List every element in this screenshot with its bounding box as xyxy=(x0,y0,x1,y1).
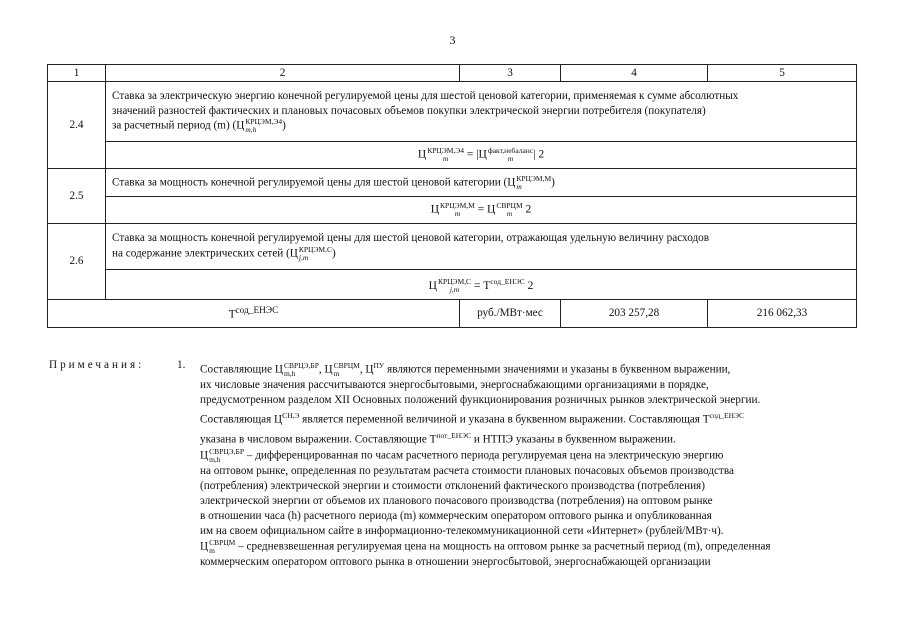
superscript: КРЦЭМ,М xyxy=(440,201,475,210)
note-line: (потребления) электрической энергии и стоимости отклонений фактического производства (потребления) xyxy=(200,480,705,493)
text-part: на содержание электрических сетей (Ц xyxy=(112,247,298,260)
table-row-2-4-formula xyxy=(48,142,857,169)
note-line: на оптовом рынке, определенная по результатам расчета стоимости плановых почасовых объемов производства xyxy=(200,465,734,477)
tariff-name xyxy=(48,300,460,328)
row-description-line-1: Ставка за мощность конечной регулируемой цены для шестой ценовой категории, отражающая удельную величину расходов xyxy=(112,232,710,245)
row-description-line-2: значений разностей фактических и плановых почасовых объемов покупки электрической энергии потребителя (покупателя) xyxy=(112,104,706,117)
tariff-symbol: Т xyxy=(228,309,236,322)
superscript: СВРЦМ xyxy=(496,201,523,210)
subscript: m xyxy=(333,369,340,379)
row-number: 2.6 xyxy=(48,224,106,300)
note-line xyxy=(200,408,850,428)
subscript: m,h xyxy=(209,455,221,464)
text-part: – дифференцированная по часам расчетного периода регулируемая цена на электрическую энергию xyxy=(244,449,724,462)
text-part: является переменной величиной и указана в буквенном выражении. Составляющая Т xyxy=(299,414,710,427)
header-col-1: 1 xyxy=(48,65,106,82)
text-part: Ц xyxy=(200,541,209,554)
formula-symbol: Ц xyxy=(417,148,427,161)
text-part: ) xyxy=(551,176,555,189)
table-row-2-5-formula xyxy=(48,197,857,224)
subscript: j,m xyxy=(298,252,309,262)
text-part: Составляющая Ц xyxy=(200,414,283,427)
formula-end: 2 xyxy=(524,279,534,292)
formula-equals: = |Ц xyxy=(464,148,487,161)
superscript: КРЦЭМ,М xyxy=(516,173,552,183)
superscript: СВРЦМ xyxy=(333,361,360,371)
table-row-2-6 xyxy=(48,224,857,270)
subscript: j,m xyxy=(449,285,460,295)
formula-end: 2 xyxy=(522,203,532,216)
row-description-line-2 xyxy=(112,246,850,262)
superscript: КРЦЭМ,С xyxy=(437,277,472,287)
tariff-unit: руб./МВт·мес xyxy=(460,300,561,328)
formula-equals: = Т xyxy=(471,279,491,292)
tariff-value-col-5: 216 062,33 xyxy=(708,300,857,328)
text-part: ) xyxy=(331,247,336,260)
superscript: СН,Э xyxy=(282,411,300,421)
superscript: пот_ЕНЭС xyxy=(436,431,472,441)
text-part: Ставка за мощность конечной регулируемой цены для шестой ценовой категории (Ц xyxy=(112,176,516,189)
subscript: m xyxy=(209,546,215,556)
text-part: Составляющие Ц xyxy=(200,363,283,376)
row-description xyxy=(106,169,857,197)
subscript: m xyxy=(454,209,461,218)
formula-symbol: Ц xyxy=(430,203,440,216)
superscript: факт,небаланс xyxy=(487,146,534,155)
text-part: – средневзвешенная регулируемая цена на мощность на оптовом рынке за расчетный период (m), определенная xyxy=(235,541,771,554)
notes-label: Примечания: xyxy=(49,359,145,371)
text-part: ) xyxy=(282,119,286,132)
row-description-line-1: Ставка за электрическую энергию конечной регулируемой цены для шестой ценовой категории, применяемая к сумме абсолютных xyxy=(112,90,739,102)
superscript: КРЦЭМ,Э4 xyxy=(245,117,283,126)
formula-symbol: Ц xyxy=(428,279,437,292)
subscript: m,h xyxy=(245,125,257,134)
table-row-2-6-formula xyxy=(48,270,857,300)
text-part: , Ц xyxy=(359,363,374,376)
row-number: 2.4 xyxy=(48,82,106,169)
header-col-3: 3 xyxy=(460,65,561,82)
formula xyxy=(106,270,857,300)
header-col-2: 2 xyxy=(106,65,460,82)
note-line xyxy=(200,428,850,448)
superscript: СВРЦЭ,БР xyxy=(209,447,244,456)
page-number: 3 xyxy=(449,33,456,47)
text-part: за расчетный период (m) (Ц xyxy=(112,119,245,132)
superscript: сод_ЕНЭС xyxy=(709,411,744,421)
row-description xyxy=(106,82,857,142)
header-col-4: 4 xyxy=(561,65,708,82)
superscript: СВРЦЭ,БР xyxy=(283,361,319,371)
row-description-line-3 xyxy=(112,118,850,134)
superscript: КРЦЭМ,С xyxy=(298,244,332,254)
subscript: m xyxy=(506,209,513,218)
table-header-row xyxy=(48,65,857,82)
subscript: m xyxy=(507,154,514,163)
subscript: m xyxy=(442,154,449,163)
formula xyxy=(106,197,857,224)
formula xyxy=(106,142,857,169)
superscript: сод_ЕНЭС xyxy=(490,276,525,286)
formula-equals: = Ц xyxy=(474,203,496,216)
note-line xyxy=(200,358,850,378)
text-part: и НТПЭ указаны в буквенном выражении. xyxy=(471,433,676,446)
note-line: их числовые значения рассчитываются энергосбытовыми, энергоснабжающими организациями в порядке, xyxy=(200,379,709,392)
note-number: 1. xyxy=(177,359,186,371)
row-description xyxy=(106,224,857,270)
note-line: электрической энергии от объемов их планового почасового производства (потребления) на оптовом рынке xyxy=(200,495,713,508)
tariff-table xyxy=(47,64,857,328)
text-part: , Ц xyxy=(318,363,333,376)
superscript: СВРЦМ xyxy=(209,538,236,548)
header-col-5: 5 xyxy=(708,65,857,82)
table-row-2-5 xyxy=(48,169,857,197)
superscript: сод_ЕНЭС xyxy=(235,306,279,317)
subscript: m,h xyxy=(283,369,296,379)
text-part: указана в числовом выражении. Составляющие Т xyxy=(200,433,437,446)
table-row-2-4 xyxy=(48,82,857,142)
note-line: им на своем официальном сайте в информационно-телекоммуникационной сети «Интернет» (рублей/МВт·ч). xyxy=(200,525,724,538)
superscript: КРЦЭМ,Э4 xyxy=(427,146,465,155)
note-line: в отношении часа (h) расчетного периода (m) коммерческим оператором оптового рынка и опубликованная xyxy=(200,510,712,523)
note-line xyxy=(200,448,850,464)
note-body xyxy=(200,358,850,571)
text-part: являются переменными значениями и указаны в буквенном выражении, xyxy=(384,363,731,376)
text-part: Ц xyxy=(200,449,209,462)
formula-end: | 2 xyxy=(533,148,545,161)
note-line xyxy=(200,539,850,555)
subscript: m xyxy=(516,181,522,191)
row-number: 2.5 xyxy=(48,169,106,224)
note-line: коммерческим оператором оптового рынка в отношении энергосбытовой, энергоснабжающей организации xyxy=(200,556,711,569)
table-row-tariff xyxy=(48,300,857,328)
tariff-value-col-4: 203 257,28 xyxy=(561,300,708,328)
superscript: ПУ xyxy=(373,361,385,370)
note-line: предусмотренном разделом XII Основных положений функционирования розничных рынков электрической энергии. xyxy=(200,394,761,407)
